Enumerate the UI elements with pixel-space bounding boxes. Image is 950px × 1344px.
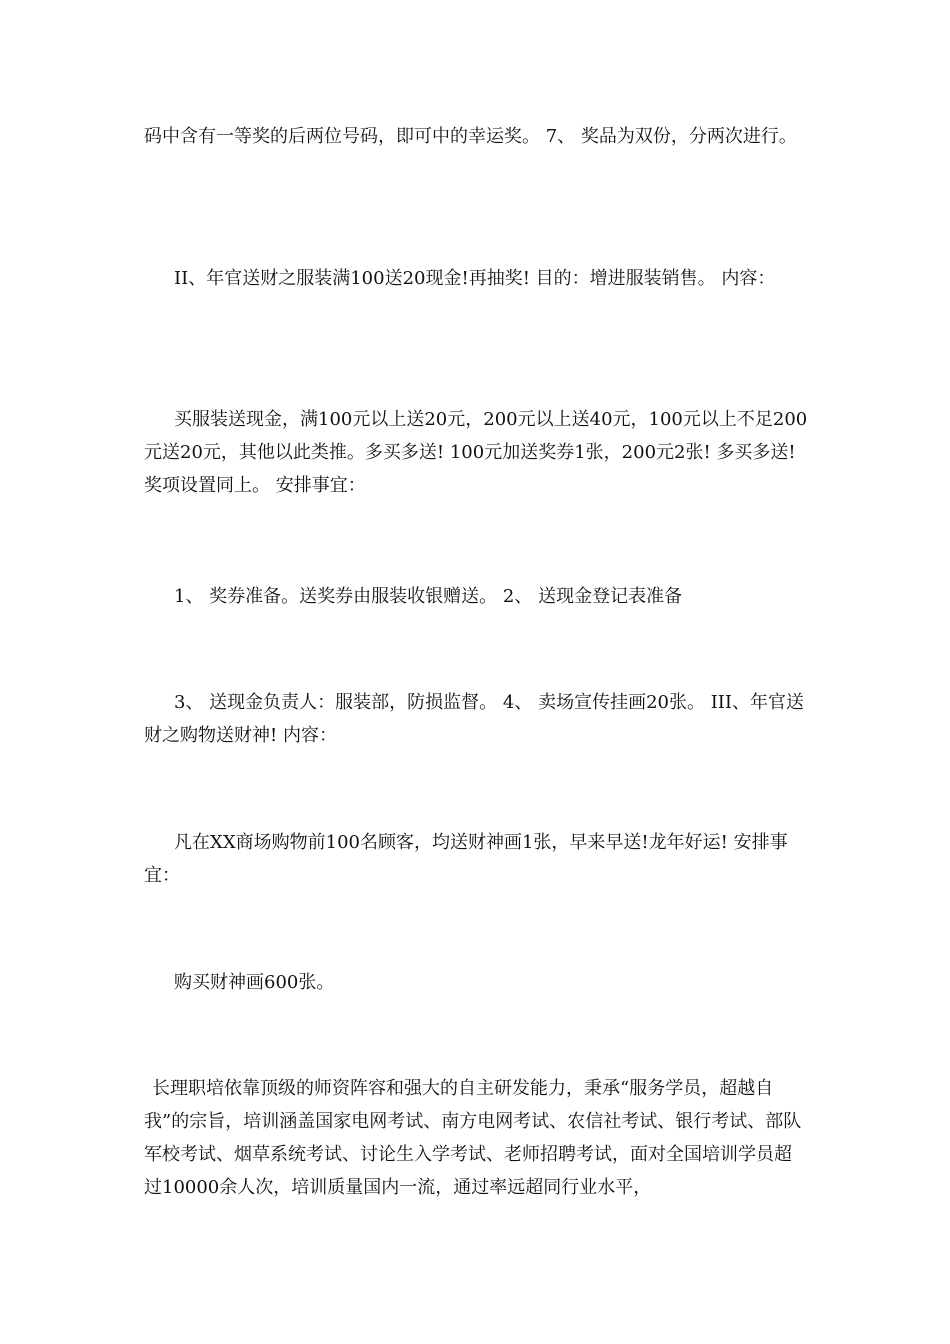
paragraph-arrangement-3-4: 3、 送现金负责人：服装部，防损监督。 4、 卖场宣传挂画20张。 III、年官送财之购物送财神! 内容： <box>144 692 805 746</box>
paragraph-arrangement-1-2: 1、 奖券准备。送奖券由服装收银赠送。 2、 送现金登记表准备 <box>174 586 683 607</box>
paragraph-institution-intro: 长理职培依靠顶级的师资阵容和强大的自主研发能力，秉承“服务学员，超越自我”的宗旨，培训涵盖国家电网考试、南方电网考试、农信社考试、银行考试、部队军校考试、烟草系统考试、讨论生入学考试、老师招聘考试，面对全国培训学员超过10000余人次，培训质量国内一流，通过率远超同行业水平， <box>144 1078 802 1198</box>
paragraph-clothing-promo-content: 买服装送现金，满100元以上送20元，200元以上送40元，100元以上不足200元送20元，其他以此类推。多买多送! 100元加送奖券1张，200元2张! 多买多送! 奖项设置同上。 安排事宜： <box>144 409 808 496</box>
paragraph-god-of-wealth-content: 凡在XX商场购物前100名顾客，均送财神画1张，早来早送!龙年好运! 安排事宜： <box>144 832 788 886</box>
paragraph-purchase-paintings: 购买财神画600张。 <box>174 972 335 993</box>
paragraph-prize-rules: 码中含有一等奖的后两位号码，即可中的幸运奖。 7、 奖品为双份，分两次进行。 <box>144 126 797 147</box>
paragraph-clothing-promo-heading: II、年官送财之服装满100送20现金!再抽奖! 目的：增进服装销售。 内容： <box>174 268 776 289</box>
